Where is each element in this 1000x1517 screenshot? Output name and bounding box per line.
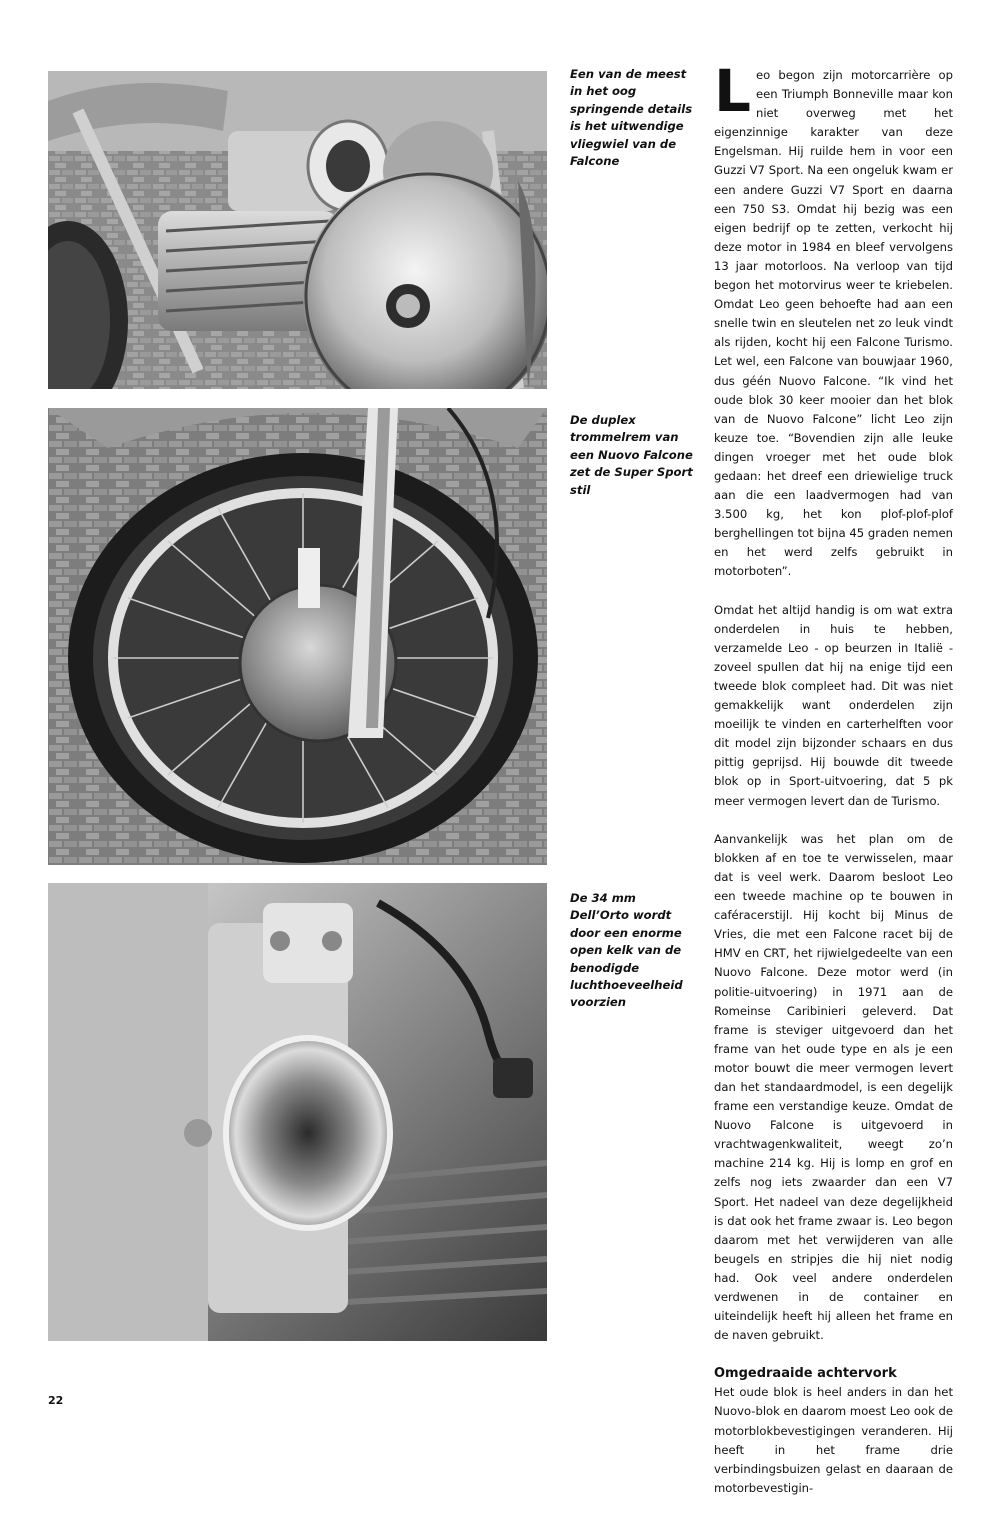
photo-front-wheel [48,408,547,865]
article-paragraph: Het oude blok is heel anders in dan het Nuovo-blok en daarom moest Leo ook de motorblokbevestigingen veranderen. Hij heeft in het frame drie verbindingsbuizen gelast en daaraan de motorbevestigin- [714,1385,953,1495]
photo-caption: De 34 mm Dell’Orto wordt door een enorme open kelk van de benodigde luchthoeveelheid voorzien [570,891,683,1010]
page-number: 22 [48,1394,64,1407]
engine-flywheel-illustration [48,71,547,389]
photo-engine-flywheel [48,71,547,389]
article-paragraph: Aanvankelijk was het plan om de blokken af en toe te verwisselen, maar dat is veel werk. Daarom besloot Leo een tweede machine op te bouwen in caféracerstijl. Hij kocht bij Minus de Vries, die met een Falcone racet bij de HMV en CRT, het rijwielgedeelte van een Nuovo Falcone. Deze motor werd (in politie-uitvoering) in 1971 aan de Romeinse Caribinieri geleverd. Dat frame is steviger uitgevoerd dan het frame van het oude type en als je een motor bouwt die meer vermogen levert dan het standaardmodel, is een degelijk frame een verstandige keuze. Omdat de Nuovo Falcone is uitgevoerd in vrachtwagenkwaliteit, weegt zo’n machine 214 kg. Hij is lomp en grof en zelfs nog iets zwaarder dan een V7 Sport. Het nadeel van deze degelijkheid is dat ook het frame zwaar is. Leo begon daarom met het verwijderen van alle beugels en stripjes die hij niet nodig had. Ook veel andere onderdelen verdwenen in de container en uiteindelijk heeft hij alleen het frame en de naven gebruikt. [714,831,953,1343]
drop-cap: L [714,57,751,125]
photo-caption: De duplex trommelrem van een Nuovo Falcone zet de Super Sport stil [570,413,693,497]
section-heading: Omgedraaide achtervork [714,1366,897,1382]
article-paragraph: Omdat het altijd handig is om wat extra onderdelen in huis te hebben, verzamelde Leo - op beurzen in Italië - zoveel spullen dat hij na enige tijd een tweede blok compleet had. Dit was niet gemakkelijk want onderdelen zijn moeilijk te vinden en carterhelften voor dit model zijn bijzonder schaars en dus pittig geprijsd. Hij bouwde dit tweede blok op in Sport-uitvoering, dat 5 pk meer vermogen levert dan de Turismo. [714,602,953,808]
article-paragraph [714,57,953,582]
paragraph-text: eo begon zijn motorcarrière op een Triumph Bonneville maar kon niet overweg met het eigenzinnige karakter van deze Engelsman. Hij ruilde hem in voor een Guzzi V7 Sport. Na een ongeluk kwam er een andere Guzzi V7 Sport en daarna een 750 S3. Omdat hij bezig was een eigen bedrijf op te zetten, verkocht hij deze motor in 1984 en bleef vervolgens 13 jaar motorloos. Na verloop van tijd begon het motorvirus weer te kriebelen. Omdat Leo geen behoefte had aan een snelle twin en sleutelen net zo leuk vindt als rijden, kocht hij een Falcone Turismo. Let wel, een Falcone van bouwjaar 1960, dus géén Nuovo Falcone. “Ik vind het oude blok 30 keer mooier dan het blok van de Nuovo Falcone” licht Leo zijn keuze toe. “Bovendien zijn alle leuke dingen vroeger met het oude blok gedaan: het dreef een driewielige truck aan die een laadvermogen had van 3.500 kg, het kon plof-plof-plof berghellingen tot bijna 45 graden nemen en het werd zelfs gebruikt in motorboten”. [714,68,953,579]
photo-carburettor [48,883,547,1341]
article-column [714,57,953,1517]
carburettor-illustration [48,883,547,1341]
photo-caption: Een van de meest in het oog springende details is het uitwendige vliegwiel van de Falcone [570,67,693,169]
front-wheel-illustration [48,408,547,865]
